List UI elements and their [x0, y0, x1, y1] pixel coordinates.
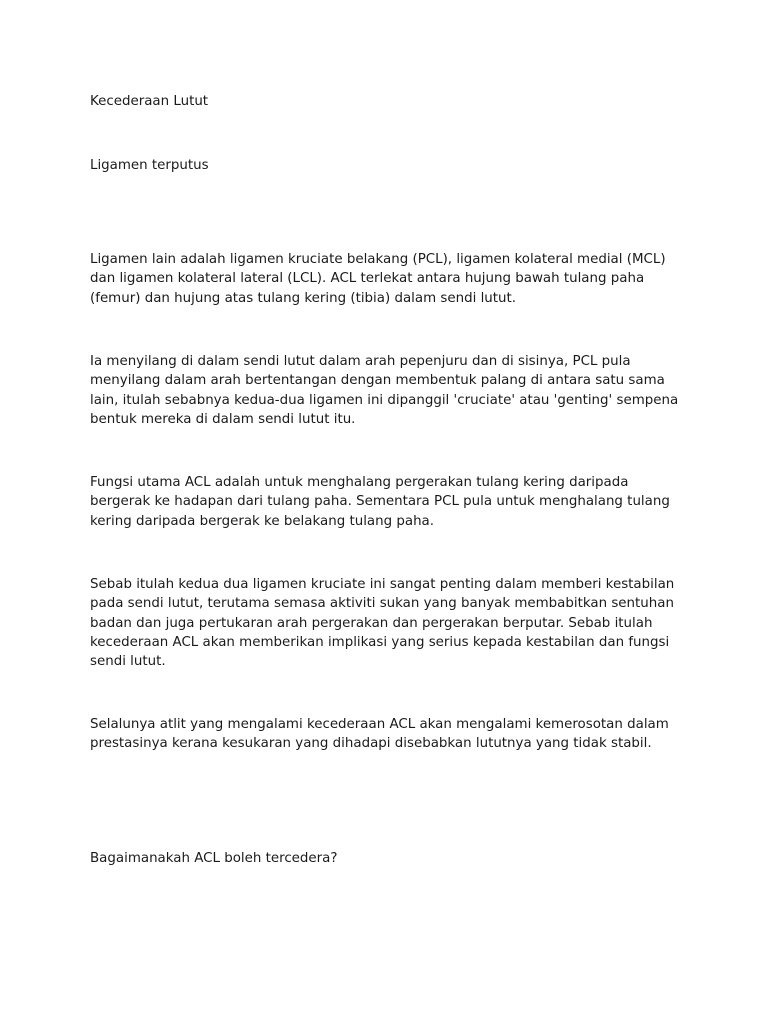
- paragraph: Ia menyilang di dalam sendi lutut dalam arah pepenjuru dan di sisinya, PCL pula menyilang dalam arah bertentangan dengan membentuk palang di antara satu sama lain, itulah sebabnya kedua-dua ligamen ini dipanggil 'cruciate' atau 'genting' sempena bentuk mereka di dalam sendi lutut itu.: [90, 354, 679, 427]
- paragraph: Selalunya atlit yang mengalami kecederaan ACL akan mengalami kemerosotan dalam prestasinya kerana kesukaran yang dihadapi disebabkan lututnya yang tidak stabil.: [90, 717, 669, 752]
- document-title: Kecederaan Lutut: [90, 94, 209, 109]
- section-heading: Ligamen terputus: [90, 158, 209, 173]
- question-heading: Bagaimanakah ACL boleh tercedera?: [90, 851, 338, 866]
- paragraph: Sebab itulah kedua dua ligamen kruciate ini sangat penting dalam memberi kestabilan pada sendi lutut, terutama semasa aktiviti sukan yang banyak membabitkan sentuhan badan dan juga pertukaran arah pergerakan dan pergerakan berputar. Sebab itulah kecederaan ACL akan memberikan implikasi yang serius kepada kestabilan dan fungsi sendi lutut.: [90, 577, 675, 670]
- paragraph: Ligamen lain adalah ligamen kruciate belakang (PCL), ligamen kolateral medial (MCL) dan ligamen kolateral lateral (LCL). ACL terlekat antara hujung bawah tulang paha (femur) dan hujung atas tulang kering (tibia) dalam sendi lutut.: [90, 252, 666, 306]
- paragraph: Fungsi utama ACL adalah untuk menghalang pergerakan tulang kering daripada bergerak ke hadapan dari tulang paha. Sementara PCL pula untuk menghalang tulang kering daripada bergerak ke belakang tulang paha.: [90, 475, 670, 529]
